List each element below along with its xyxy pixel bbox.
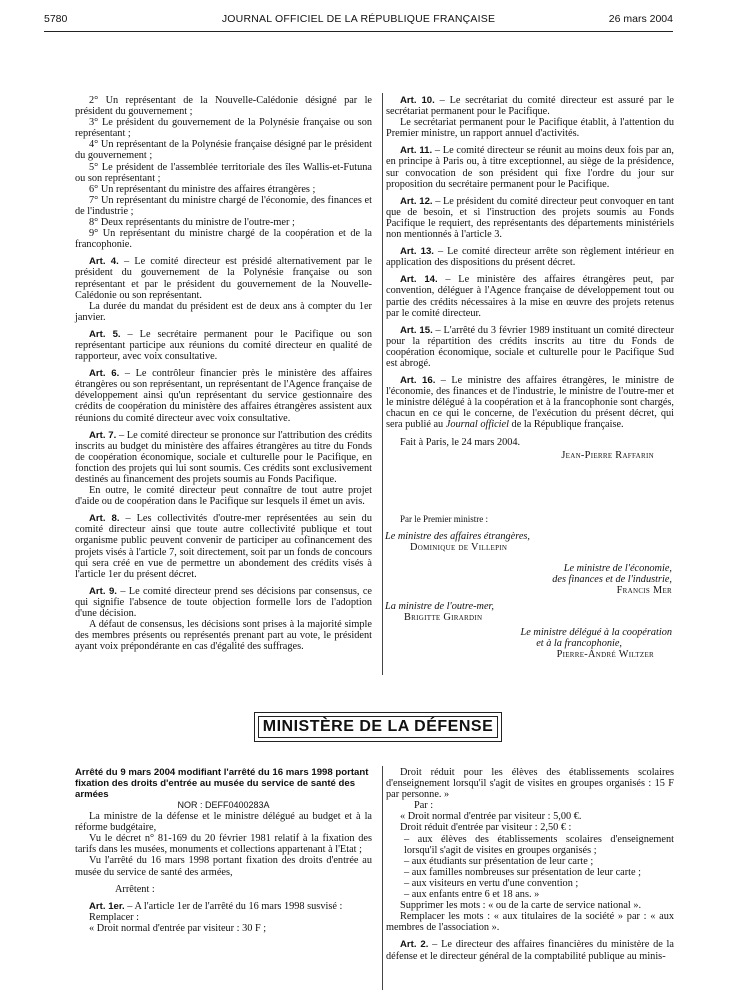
signature-mae-name: Dominique de Villepin (410, 542, 508, 554)
ministry-banner (254, 712, 502, 742)
list-item: – aux élèves des établissements scolaires d'enseignement lorsqu'il s'agit de visites en groupes organisés ; (404, 833, 674, 856)
list-item: 4° Un représentant de la Polynésie française désigné par le président du gouvernement ; (75, 139, 372, 162)
right-column (386, 95, 674, 461)
article-4: Art. 4. – Le comité directeur est présidé alternativement par le président du gouvernement de la Polynésie française ou son représentant et par le président du gouvernement de la Nouvelle-Calédonie ou son représentant. (75, 256, 372, 301)
signature-place-date: Fait à Paris, le 24 mars 2004. (400, 436, 521, 448)
signatures-block (0, 514, 748, 660)
list-item: 3° Le président du gouvernement de la Polynésie française ou son représentant ; (75, 117, 372, 140)
list-item: 9° Un représentant du ministre chargé de la coopération et de la francophonie. (75, 228, 372, 251)
signature-coop-title-2: et à la francophonie, (536, 637, 622, 649)
article-12: Art. 12. – Le président du comité directeur peut convoquer en tant que de besoin, et si l'instruction des projets soumis au Fonds Pacifique le requiert, des représentants des départements ministériels non mentionnés à l'article 3. (386, 195, 674, 241)
paragraph: La durée du mandat du président est de deux ans à compter du 1er janvier. (75, 300, 372, 323)
paragraph: Droit réduit pour les élèves des établissements scolaires d'enseignement lorsqu'il s'agit de visites en groupes organisés : 15 F par personne. » (386, 767, 674, 801)
column-divider-bottom (382, 766, 383, 990)
article-7: Art. 7. – Le comité directeur se prononce sur l'attribution des crédits inscrits au budget du ministère des affaires étrangères au titre du Fonds de coopération économique, sociale et culturelle pour le Pacifique, en fonction des projets qui lui sont soumis. Ces crédits sont exclusivement destinés au financement des projets soumis au Fonds Pacifique. (75, 429, 372, 485)
article-5: Art. 5. – Le secrétaire permanent pour le Pacifique ou son représentant participe aux réunions du comité directeur en qualité de rapporteur, avec voix consultative. (75, 328, 372, 363)
arrete-right-column (386, 767, 674, 962)
article-6: Art. 6. – Le contrôleur financier près le ministère des affaires étrangères ou son représentant, un représentant de l'Agence française de développement ainsi qu'un représentant du service gestionnaire des crédits de coopération du ministère des affaires étrangères assistent aux réunions du comité directeur avec voix consultative. (75, 368, 372, 424)
paragraph: Supprimer les mots : « ou de la carte de service national ». (400, 900, 642, 912)
signature-om-name: Brigitte Girardin (404, 611, 483, 623)
article-15: Art. 15. – L'arrêté du 3 février 1989 instituant un comité directeur pour la répartition des crédits inscrits au titre du Fonds de coopération économique, sociale et culturelle pour le Pacifique Sud est abrogé. (386, 324, 674, 369)
paragraph: La ministre de la défense et le ministre délégué au budget et à la réforme budgétaire, (75, 811, 372, 834)
arrete-left-column (75, 767, 372, 934)
paragraph: Par : (414, 800, 434, 812)
arretent: Arrêtent : (115, 883, 155, 895)
paragraph: A défaut de consensus, les décisions sont prises à la majorité simple des membres présents ou représentés prenant part au vote, le président ayant voix prépondérante en cas d'égalité des suffrages. (75, 619, 372, 653)
nor-reference: NOR : DEFF0400283A (177, 800, 270, 810)
paragraph: En outre, le comité directeur peut connaître de tout autre projet d'aide ou de coopération dans le Pacifique sur lesquels il émet un avis. (75, 485, 372, 508)
journal-title: JOURNAL OFFICIEL DE LA RÉPUBLIQUE FRANÇAISE (221, 13, 496, 25)
list-item: 5° Le président de l'assemblée territoriale des îles Wallis-et-Futuna ou son représentant ; (75, 161, 372, 184)
article-10: Art. 10. – Le secrétariat du comité directeur est assuré par le secrétariat permanent pour le Pacifique. (386, 95, 674, 118)
list-item: – aux étudiants sur présentation de leur carte ; (404, 855, 594, 867)
signature-coop-name: Pierre-André Wiltzer (556, 648, 654, 660)
paragraph: « Droit normal d'entrée par visiteur : 5,00 €. (400, 811, 582, 823)
page-number: 5780 (44, 13, 68, 25)
article-8: Art. 8. – Les collectivités d'outre-mer représentées au sein du comité directeur ainsi que toute autre collectivité publique et tout organisme public peuvent convenir de participer au cofinancement des projets visés à l'article 7, soit directement, soit par un fonds de concours qui sera créé en vue de permettre un abondement des crédits visés à l'article 1er du présent décret. (75, 513, 372, 580)
signature-eco-name: Francis Mer (616, 585, 672, 597)
article-14: Art. 14. – Le ministère des affaires étrangères peut, par convention, déléguer à l'Agence française de développement tout ou partie des crédits nécessaires à la mise en œuvre des projets retenus par le comité directeur. (386, 274, 675, 319)
paragraph: Droit réduit d'entrée par visiteur : 2,50 € : (400, 822, 572, 834)
signature-eco-title: Le ministre de l'économie, (563, 563, 672, 575)
signature-eco-title-2: des finances et de l'industrie, (552, 574, 672, 586)
list-item: 2° Un représentant de la Nouvelle-Calédonie désigné par le président du gouvernement ; (75, 95, 372, 118)
article-13: Art. 13. – Le comité directeur arrête son règlement intérieur en application des dispositions du présent décret. (386, 246, 675, 269)
list-item: – aux enfants entre 6 et 18 ans. » (404, 889, 540, 901)
paragraph: Remplacer les mots : « aux titulaires de la société » par : « aux membres de l'association ». (386, 911, 674, 934)
list-item: 7° Un représentant du ministre chargé de l'économie, des finances et de l'industrie ; (75, 194, 372, 217)
list-item: 6° Un représentant du ministre des affaires étrangères ; (89, 183, 316, 195)
signature-pm: Jean-Pierre Raffarin (561, 449, 654, 461)
paragraph: Vu le décret n° 81-169 du 20 février 1981 relatif à la fixation des tarifs dans les musées, monuments et collections appartenant à l'Etat ; (75, 833, 372, 856)
paragraph: Vu l'arrêté du 16 mars 1998 portant fixation des droits d'entrée au musée du service de santé des armées, (75, 855, 372, 878)
article-16: Art. 16. – Le ministre des affaires étrangères, le ministre de l'économie, des finances et de l'industrie, le ministre de l'outre-mer et le ministre délégué à la coopération et à la francophonie sont chargés, chacun en ce qui le concerne, de l'exécution du présent décret, qui sera publié au Journal officiel de la République française. (386, 375, 675, 431)
signature-mae-title: Le ministre des affaires étrangères, (385, 531, 531, 543)
signature-pm-by: Par le Premier ministre : (400, 514, 488, 524)
paragraph: Le secrétariat permanent pour le Pacifique établit, à l'attention du Premier ministre, un rapport annuel d'activités. (386, 117, 674, 140)
header-rule (44, 31, 673, 32)
article-1: Art. 1er. – A l'article 1er de l'arrêté du 16 mars 1998 susvisé : (89, 900, 343, 912)
ministry-banner-label: MINISTÈRE DE LA DÉFENSE (258, 716, 498, 738)
paragraph: Remplacer : (89, 911, 140, 923)
paragraph: « Droit normal d'entrée par visiteur : 30 F ; (89, 922, 267, 934)
signature-coop-title: Le ministre délégué à la coopération (520, 626, 672, 638)
signature-om-title: La ministre de l'outre-mer, (385, 600, 494, 612)
page-header (44, 13, 673, 29)
issue-date: 26 mars 2004 (608, 13, 673, 25)
list-item: 8° Deux représentants du ministre de l'outre-mer ; (89, 217, 295, 229)
article-2: Art. 2. – Le directeur des affaires financières du ministère de la défense et le directeur général de la comptabilité publique au minis- (386, 939, 674, 962)
article-11: Art. 11. – Le comité directeur se réunit au moins deux fois par an, en principe à Paris ou, à titre exceptionnel, au siège de la présidence, sur convocation de son président qui fixe l'ordre du jour sur proposition du secrétaire permanent pour le Pacifique. (386, 145, 674, 190)
list-item: – aux familles nombreuses sur présentation de leur carte ; (404, 866, 642, 878)
article-9: Art. 9. – Le comité directeur prend ses décisions par consensus, ce qui signifie l'absence de toute objection formelle lors de l'adoption d'une décision. (75, 585, 372, 620)
list-item: – aux visiteurs en vertu d'une convention ; (404, 877, 579, 889)
arrete-title: Arrêté du 9 mars 2004 modifiant l'arrêté du 16 mars 1998 portant fixation des droits d'entrée au musée du service de santé des armées (75, 767, 369, 800)
